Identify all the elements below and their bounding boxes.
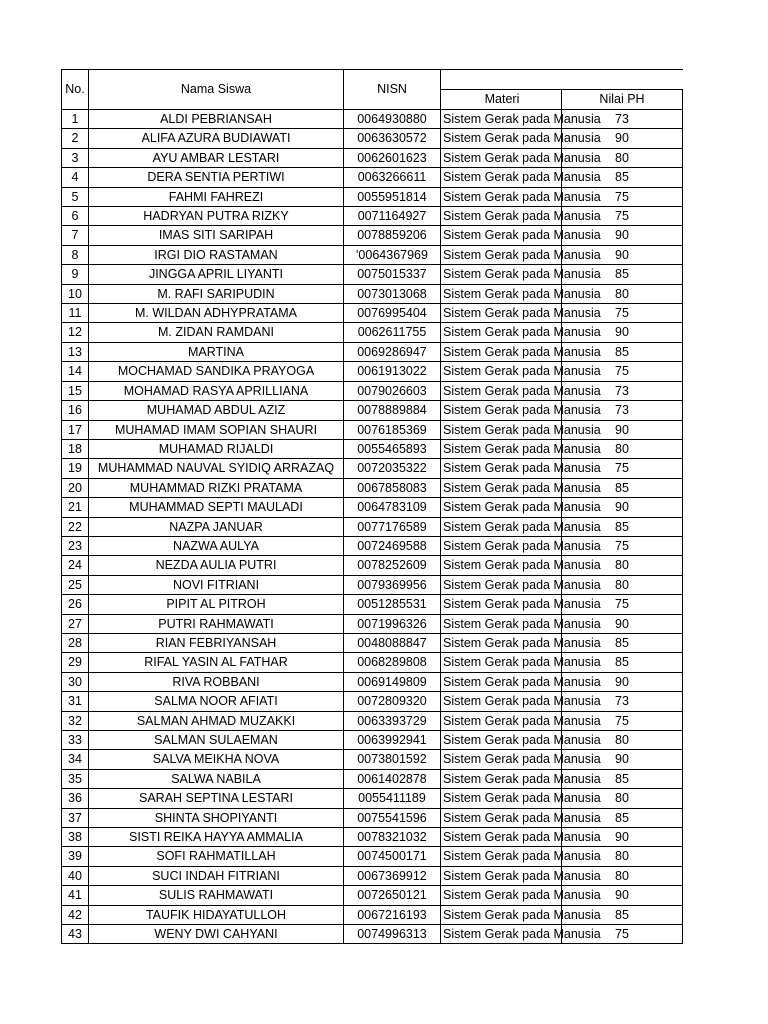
cell-nisn: 0051285531 [344,595,441,614]
cell-nisn: 0055465893 [344,439,441,458]
table-row [62,401,683,420]
cell-nilai: 85 [562,769,683,788]
cell-nisn: 0064783109 [344,498,441,517]
table-row [62,245,683,264]
cell-nilai: 75 [562,711,683,730]
cell-name: PUTRI RAHMAWATI [89,614,344,633]
cell-materi: Sistem Gerak pada Manusia [441,148,562,167]
cell-nisn: 0078321032 [344,828,441,847]
table-row [62,808,683,827]
cell-name: MUHAMMAD SEPTI MAULADI [89,498,344,517]
cell-nisn: 0062601623 [344,148,441,167]
table-row [62,459,683,478]
cell-materi: Sistem Gerak pada Manusia [441,556,562,575]
table-header [62,70,683,110]
cell-materi: Sistem Gerak pada Manusia [441,711,562,730]
cell-materi: Sistem Gerak pada Manusia [441,420,562,439]
cell-name: SALVA MEIKHA NOVA [89,750,344,769]
cell-no: 9 [62,265,89,284]
cell-name: SALMA NOOR AFIATI [89,692,344,711]
table-row [62,789,683,808]
cell-name: ALIFA AZURA BUDIAWATI [89,129,344,148]
table-row [62,381,683,400]
cell-name: RIAN FEBRIYANSAH [89,633,344,652]
header-materi: Materi [441,90,562,110]
table-row [62,323,683,342]
cell-no: 41 [62,886,89,905]
cell-nilai: 85 [562,168,683,187]
table-row [62,866,683,885]
cell-nisn: 0079026603 [344,381,441,400]
cell-name: ALDI PEBRIANSAH [89,110,344,129]
table-row [62,362,683,381]
cell-nilai: 85 [562,905,683,924]
cell-name: NOVI FITRIANI [89,575,344,594]
table-row [62,886,683,905]
cell-no: 2 [62,129,89,148]
cell-nilai: 80 [562,847,683,866]
cell-no: 13 [62,342,89,361]
cell-no: 7 [62,226,89,245]
cell-no: 17 [62,420,89,439]
cell-nilai: 80 [562,866,683,885]
cell-materi: Sistem Gerak pada Manusia [441,731,562,750]
cell-nisn: 0073801592 [344,750,441,769]
table-row [62,828,683,847]
cell-no: 28 [62,633,89,652]
cell-materi: Sistem Gerak pada Manusia [441,808,562,827]
cell-no: 15 [62,381,89,400]
table-row [62,556,683,575]
cell-nilai: 73 [562,110,683,129]
cell-nilai: 73 [562,381,683,400]
cell-no: 30 [62,672,89,691]
cell-nisn: 0069286947 [344,342,441,361]
table-row [62,284,683,303]
cell-no: 11 [62,304,89,323]
cell-nisn: 0079369956 [344,575,441,594]
cell-nilai: 85 [562,342,683,361]
cell-no: 42 [62,905,89,924]
cell-nisn: 0048088847 [344,633,441,652]
cell-name: MUHAMAD ABDUL AZIZ [89,401,344,420]
header-no: No. [62,70,89,110]
cell-nilai: 80 [562,148,683,167]
cell-materi: Sistem Gerak pada Manusia [441,265,562,284]
cell-name: AYU AMBAR LESTARI [89,148,344,167]
cell-nilai: 75 [562,459,683,478]
cell-name: SISTI REIKA HAYYA AMMALIA [89,828,344,847]
cell-no: 22 [62,517,89,536]
cell-nilai: 80 [562,731,683,750]
cell-no: 18 [62,439,89,458]
table-row [62,498,683,517]
cell-nisn: 0073013068 [344,284,441,303]
cell-nilai: 75 [562,925,683,944]
cell-name: SALMAN AHMAD MUZAKKI [89,711,344,730]
cell-nisn: '0064367969 [344,245,441,264]
cell-materi: Sistem Gerak pada Manusia [441,478,562,497]
cell-nilai: 85 [562,478,683,497]
cell-nisn: 0074500171 [344,847,441,866]
cell-materi: Sistem Gerak pada Manusia [441,498,562,517]
cell-no: 29 [62,653,89,672]
cell-nisn: 0075015337 [344,265,441,284]
cell-nisn: 0061402878 [344,769,441,788]
cell-no: 21 [62,498,89,517]
table-row [62,207,683,226]
cell-materi: Sistem Gerak pada Manusia [441,187,562,206]
cell-nisn: 0068289808 [344,653,441,672]
table-row [62,478,683,497]
header-group [441,70,683,90]
cell-name: M. RAFI SARIPUDIN [89,284,344,303]
cell-materi: Sistem Gerak pada Manusia [441,692,562,711]
cell-name: MOCHAMAD SANDIKA PRAYOGA [89,362,344,381]
cell-name: WENY DWI CAHYANI [89,925,344,944]
cell-materi: Sistem Gerak pada Manusia [441,575,562,594]
cell-nilai: 90 [562,420,683,439]
cell-nisn: 0074996313 [344,925,441,944]
table-row [62,148,683,167]
cell-name: M. WILDAN ADHYPRATAMA [89,304,344,323]
cell-name: IMAS SITI SARIPAH [89,226,344,245]
cell-nilai: 90 [562,750,683,769]
cell-no: 31 [62,692,89,711]
cell-name: SOFI RAHMATILLAH [89,847,344,866]
cell-name: MUHAMMAD RIZKI PRATAMA [89,478,344,497]
cell-name: MUHAMAD IMAM SOPIAN SHAURI [89,420,344,439]
cell-nilai: 85 [562,633,683,652]
table-row [62,536,683,555]
cell-no: 26 [62,595,89,614]
cell-materi: Sistem Gerak pada Manusia [441,633,562,652]
cell-materi: Sistem Gerak pada Manusia [441,595,562,614]
cell-nilai: 75 [562,207,683,226]
cell-nisn: 0078889884 [344,401,441,420]
table-row [62,711,683,730]
cell-name: DERA SENTIA PERTIWI [89,168,344,187]
cell-nilai: 85 [562,808,683,827]
cell-name: RIFAL YASIN AL FATHAR [89,653,344,672]
cell-nisn: 0063393729 [344,711,441,730]
cell-nilai: 80 [562,556,683,575]
cell-name: M. ZIDAN RAMDANI [89,323,344,342]
cell-no: 27 [62,614,89,633]
cell-materi: Sistem Gerak pada Manusia [441,226,562,245]
cell-nilai: 75 [562,362,683,381]
table-row [62,769,683,788]
cell-materi: Sistem Gerak pada Manusia [441,459,562,478]
cell-name: IRGI DIO RASTAMAN [89,245,344,264]
table-row [62,905,683,924]
cell-nisn: 0062611755 [344,323,441,342]
table-row [62,614,683,633]
cell-nilai: 80 [562,439,683,458]
cell-nisn: 0078252609 [344,556,441,575]
cell-nisn: 0075541596 [344,808,441,827]
cell-nisn: 0063630572 [344,129,441,148]
cell-name: SULIS RAHMAWATI [89,886,344,905]
cell-nisn: 0067858083 [344,478,441,497]
cell-no: 19 [62,459,89,478]
cell-nilai: 85 [562,517,683,536]
cell-materi: Sistem Gerak pada Manusia [441,245,562,264]
cell-name: NAZWA AULYA [89,536,344,555]
table-row [62,692,683,711]
cell-nilai: 90 [562,614,683,633]
cell-no: 37 [62,808,89,827]
table-row [62,653,683,672]
cell-nisn: 0061913022 [344,362,441,381]
table-row [62,633,683,652]
cell-no: 23 [62,536,89,555]
cell-no: 20 [62,478,89,497]
table-row [62,575,683,594]
cell-name: HADRYAN PUTRA RIZKY [89,207,344,226]
table-row [62,342,683,361]
cell-no: 38 [62,828,89,847]
cell-materi: Sistem Gerak pada Manusia [441,789,562,808]
cell-nilai: 75 [562,595,683,614]
cell-no: 24 [62,556,89,575]
table-row [62,226,683,245]
cell-no: 35 [62,769,89,788]
cell-nisn: 0072469588 [344,536,441,555]
header-row-top [62,70,683,90]
cell-nilai: 90 [562,323,683,342]
table-row [62,750,683,769]
cell-nilai: 85 [562,653,683,672]
cell-no: 3 [62,148,89,167]
table-row [62,110,683,129]
cell-materi: Sistem Gerak pada Manusia [441,828,562,847]
cell-nilai: 73 [562,401,683,420]
cell-no: 10 [62,284,89,303]
cell-nilai: 90 [562,226,683,245]
cell-nilai: 80 [562,284,683,303]
cell-nisn: 0069149809 [344,672,441,691]
cell-name: SUCI INDAH FITRIANI [89,866,344,885]
cell-materi: Sistem Gerak pada Manusia [441,866,562,885]
table-row [62,517,683,536]
cell-materi: Sistem Gerak pada Manusia [441,129,562,148]
cell-nilai: 90 [562,886,683,905]
cell-no: 25 [62,575,89,594]
table-row [62,925,683,944]
cell-nilai: 80 [562,575,683,594]
cell-materi: Sistem Gerak pada Manusia [441,653,562,672]
cell-no: 33 [62,731,89,750]
cell-nisn: 0067369912 [344,866,441,885]
cell-nilai: 73 [562,692,683,711]
cell-materi: Sistem Gerak pada Manusia [441,401,562,420]
cell-no: 32 [62,711,89,730]
student-grade-table [61,69,683,944]
cell-no: 34 [62,750,89,769]
table-row [62,420,683,439]
cell-materi: Sistem Gerak pada Manusia [441,381,562,400]
table-row [62,265,683,284]
cell-name: SHINTA SHOPIYANTI [89,808,344,827]
cell-nisn: 0072809320 [344,692,441,711]
cell-name: FAHMI FAHREZI [89,187,344,206]
table-row [62,731,683,750]
grade-sheet [61,69,683,944]
cell-no: 14 [62,362,89,381]
cell-materi: Sistem Gerak pada Manusia [441,925,562,944]
cell-no: 43 [62,925,89,944]
table-body [62,110,683,944]
cell-nisn: 0072650121 [344,886,441,905]
cell-nilai: 90 [562,129,683,148]
table-row [62,168,683,187]
cell-nilai: 90 [562,672,683,691]
table-row [62,439,683,458]
cell-nilai: 90 [562,245,683,264]
cell-materi: Sistem Gerak pada Manusia [441,769,562,788]
table-row [62,129,683,148]
cell-nilai: 75 [562,536,683,555]
cell-materi: Sistem Gerak pada Manusia [441,362,562,381]
cell-name: MOHAMAD RASYA APRILLIANA [89,381,344,400]
table-row [62,304,683,323]
cell-materi: Sistem Gerak pada Manusia [441,110,562,129]
cell-nisn: 0071996326 [344,614,441,633]
cell-materi: Sistem Gerak pada Manusia [441,323,562,342]
cell-nisn: 0064930880 [344,110,441,129]
cell-name: NAZPA JANUAR [89,517,344,536]
cell-materi: Sistem Gerak pada Manusia [441,614,562,633]
cell-nisn: 0078859206 [344,226,441,245]
cell-nisn: 0072035322 [344,459,441,478]
cell-materi: Sistem Gerak pada Manusia [441,439,562,458]
header-name: Nama Siswa [89,70,344,110]
cell-materi: Sistem Gerak pada Manusia [441,168,562,187]
cell-name: SALMAN SULAEMAN [89,731,344,750]
cell-name: PIPIT AL PITROH [89,595,344,614]
cell-nisn: 0055951814 [344,187,441,206]
cell-name: JINGGA APRIL LIYANTI [89,265,344,284]
cell-nisn: 0077176589 [344,517,441,536]
cell-name: MARTINA [89,342,344,361]
cell-nilai: 90 [562,498,683,517]
cell-nisn: 0063266611 [344,168,441,187]
cell-name: TAUFIK HIDAYATULLOH [89,905,344,924]
cell-no: 6 [62,207,89,226]
cell-nilai: 85 [562,265,683,284]
table-row [62,187,683,206]
cell-materi: Sistem Gerak pada Manusia [441,342,562,361]
cell-no: 16 [62,401,89,420]
cell-materi: Sistem Gerak pada Manusia [441,750,562,769]
cell-nisn: 0063992941 [344,731,441,750]
table-row [62,672,683,691]
cell-name: SALWA NABILA [89,769,344,788]
cell-nisn: 0076185369 [344,420,441,439]
header-nisn: NISN [344,70,441,110]
cell-materi: Sistem Gerak pada Manusia [441,284,562,303]
cell-materi: Sistem Gerak pada Manusia [441,517,562,536]
cell-materi: Sistem Gerak pada Manusia [441,207,562,226]
cell-materi: Sistem Gerak pada Manusia [441,847,562,866]
cell-nilai: 80 [562,789,683,808]
cell-no: 4 [62,168,89,187]
cell-materi: Sistem Gerak pada Manusia [441,536,562,555]
header-nilai: Nilai PH [562,90,683,110]
cell-materi: Sistem Gerak pada Manusia [441,672,562,691]
table-row [62,595,683,614]
cell-materi: Sistem Gerak pada Manusia [441,905,562,924]
cell-materi: Sistem Gerak pada Manusia [441,886,562,905]
cell-name: MUHAMMAD NAUVAL SYIDIQ ARRAZAQ [89,459,344,478]
cell-no: 1 [62,110,89,129]
table-row [62,847,683,866]
cell-nisn: 0055411189 [344,789,441,808]
cell-nilai: 75 [562,187,683,206]
cell-nilai: 75 [562,304,683,323]
cell-nisn: 0067216193 [344,905,441,924]
cell-name: MUHAMAD RIJALDI [89,439,344,458]
cell-nilai: 90 [562,828,683,847]
cell-nisn: 0071164927 [344,207,441,226]
cell-name: NEZDA AULIA PUTRI [89,556,344,575]
cell-nisn: 0076995404 [344,304,441,323]
cell-no: 5 [62,187,89,206]
cell-name: SARAH SEPTINA LESTARI [89,789,344,808]
cell-name: RIVA ROBBANI [89,672,344,691]
cell-no: 12 [62,323,89,342]
cell-materi: Sistem Gerak pada Manusia [441,304,562,323]
cell-no: 40 [62,866,89,885]
cell-no: 8 [62,245,89,264]
cell-no: 39 [62,847,89,866]
cell-no: 36 [62,789,89,808]
